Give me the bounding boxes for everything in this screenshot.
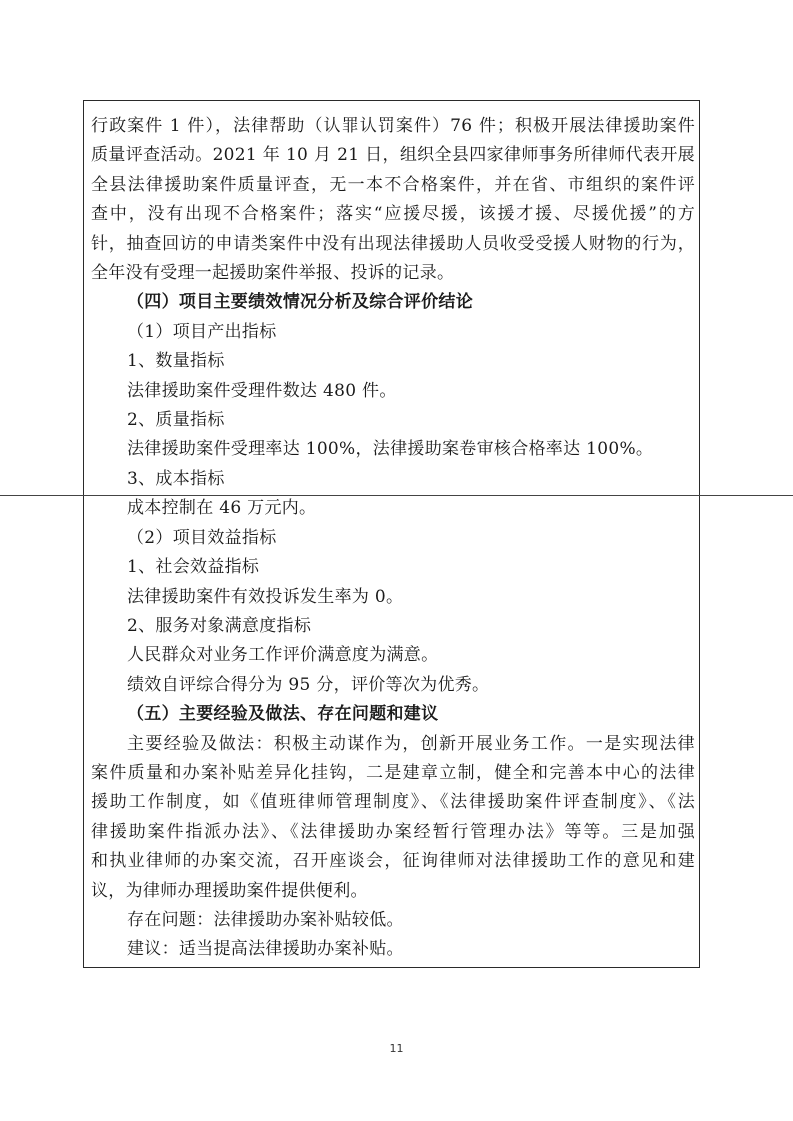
- indicator-text: 法律援助案件受理件数达 480 件。: [127, 380, 397, 401]
- body-line: 全县法律援助案件质量评查，无一本不合格案件，并在省、市组织的案件评: [91, 174, 695, 195]
- body-line: 行政案件 1 件），法律帮助（认罪认罚案件）76 件；积极开展法律援助案件: [91, 116, 695, 136]
- indicator-text: 人民群众对业务工作评价满意度为满意。: [127, 645, 439, 666]
- body-line: 主要经验及做法：积极主动谋作为，创新开展业务工作。一是实现法律: [127, 733, 695, 754]
- body-line: 查中，没有出现不合格案件；落实“应援尽援，该援才援、尽援优援”的方: [91, 204, 695, 225]
- indicator-heading: 2、质量指标: [127, 410, 225, 431]
- section-heading-5: （五）主要经验及做法、存在问题和建议: [127, 704, 439, 725]
- body-line: 议，为律师办理援助案件提供便利。: [91, 880, 368, 901]
- body-line: 针，抽查回访的申请类案件中没有出现法律援助人员收受受援人财物的行为，: [91, 233, 695, 254]
- indicator-heading: 1、数量指标: [127, 351, 225, 372]
- body-line: 案件质量和办案补贴差异化挂钩，二是建章立制，健全和完善本中心的法律: [91, 762, 695, 783]
- body-line: 律援助案件指派办法》、《法律援助办案经暂行管理办法》等等。三是加强: [91, 821, 695, 842]
- score-text: 绩效自评综合得分为 95 分，评价等次为优秀。: [127, 674, 490, 695]
- subsection-heading: （1）项目产出指标: [127, 321, 277, 342]
- body-line: 质量评查活动。2021 年 10 月 21 日，组织全县四家律师事务所律师代表开展: [91, 145, 695, 166]
- suggestion-text: 建议：适当提高法律援助办案补贴。: [127, 939, 404, 960]
- indicator-heading: 3、成本指标: [127, 468, 225, 489]
- problem-text: 存在问题：法律援助办案补贴较低。: [127, 909, 404, 930]
- section-heading-4: （四）项目主要绩效情况分析及综合评价结论: [127, 292, 473, 313]
- document-body: [91, 112, 695, 965]
- body-line: 援助工作制度，如《值班律师管理制度》、《法律援助案件评查制度》、《法: [91, 792, 695, 813]
- subsection-heading: （2）项目效益指标: [127, 527, 277, 548]
- page-number: 11: [389, 1042, 404, 1055]
- body-line: 全年没有受理一起援助案件举报、投诉的记录。: [91, 263, 455, 284]
- indicator-text: 成本控制在 46 万元内。: [127, 498, 317, 519]
- indicator-heading: 2、服务对象满意度指标: [127, 615, 312, 636]
- body-line: 和执业律师的办案交流，召开座谈会，征询律师对法律援助工作的意见和建: [91, 851, 695, 872]
- indicator-text: 法律援助案件有效投诉发生率为 0。: [127, 586, 404, 607]
- indicator-heading: 1、社会效益指标: [127, 557, 260, 578]
- indicator-text: 法律援助案件受理率达 100%，法律援助案卷审核合格率达 100%。: [127, 439, 654, 460]
